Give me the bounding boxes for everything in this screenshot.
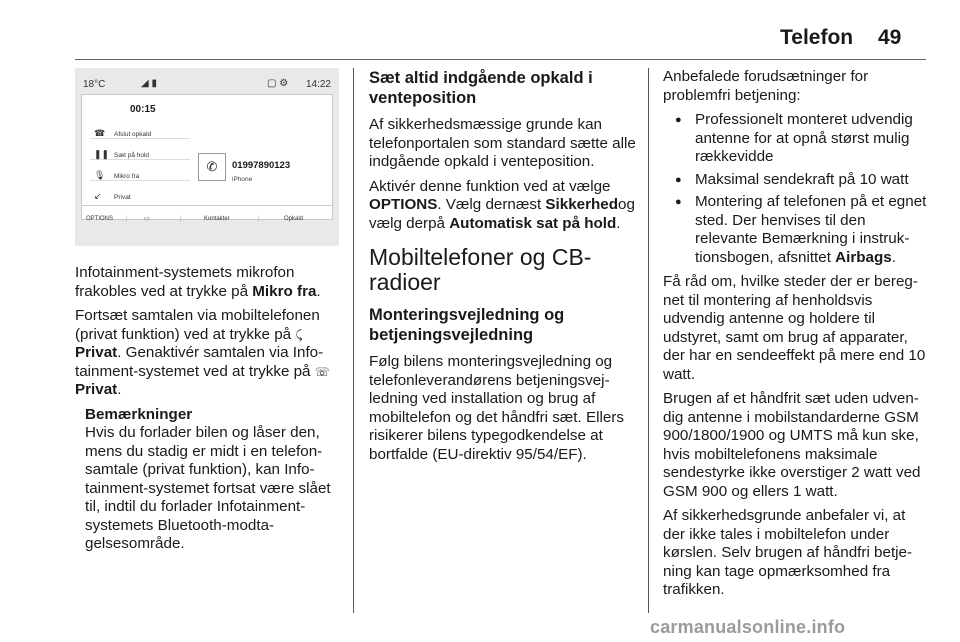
paragraph-private: Fortsæt samtalen via mobiltelefonen (privat funktion) ved at trykke på ⤹ Privat. Genaktivér samtalen via Infotainment-systemet ved at trykke på ☏ Privat. bbox=[75, 307, 330, 398]
heading-installation: Monteringsvejledning og betjeningsvejledning bbox=[369, 306, 565, 344]
list-item: ● Montering af telefonen på et egnet sted. Der henvises til den relevante Bemærkning i instruktionsbogen, afsnittet Airbags. bbox=[675, 193, 930, 267]
options-bar bbox=[82, 205, 332, 220]
list-item: ● Maksimal sendekraft på 10 watt bbox=[675, 171, 930, 190]
call-screen bbox=[81, 94, 333, 220]
note-text: Hvis du forlader bilen og låser den, mens du stadig er midt i en telefonsamtale (privat funktion), kan Infotainment-systemet fortsat være slået til, indtil du forlader Infotainment-systemets Bluetooth-modtagelsesområde. bbox=[85, 424, 331, 552]
paragraph-advice: Få råd om, hvilke steder der er beregnet til montering af henholdsvis udvendig antenne og holdere til udstyret, samt om brug af apparater, der har en sendeeffekt på mere end 10 watt. bbox=[663, 273, 926, 383]
paragraph-installation: Følg bilens monteringsvejledning og telefonleverandørens betjeningsvejledning ved installation og brug af mobiltelefon og det håndfri sæt. Ellers risikerer bilens typegodkendelse at bortfalde (EU-direktiv 95/54/EF). bbox=[369, 353, 624, 463]
heading-mobile-phones: Mobiltelefoner og CB-radioer bbox=[369, 244, 592, 295]
note-title: Bemærkninger bbox=[85, 405, 193, 423]
paragraph-safety: Af sikkerhedsgrunde anbefaler vi, at der ikke tales i mobiltelefon under kørslen. Selv brugen af håndfri betjening kan tage opmærksomhed fra trafikken. bbox=[663, 507, 913, 598]
separator: | bbox=[180, 216, 182, 222]
hangup-icon: ☎ bbox=[94, 128, 106, 138]
caller-phone-icon: ✆ bbox=[198, 153, 226, 181]
infotainment-screenshot bbox=[75, 68, 339, 246]
call-timer: 00:15 bbox=[130, 104, 156, 115]
private-handset-icon: ↙ bbox=[94, 191, 102, 201]
signal-icon: ◢ ▮ bbox=[141, 78, 157, 89]
keypad-icon[interactable]: ▭ bbox=[144, 216, 150, 222]
page-number: 49 bbox=[878, 26, 902, 49]
options-button[interactable]: OPTIONS bbox=[86, 216, 114, 222]
microphone-icon: 🎙 bbox=[94, 170, 106, 180]
caller-device: iPhone bbox=[232, 176, 253, 183]
calls-button[interactable]: Opkald bbox=[284, 216, 304, 222]
paragraph-hold-intro: Af sikkerhedsmæssige grunde kan telefonportalen som standard sætte alle indgående opkald i venteposition. bbox=[369, 116, 636, 170]
paragraph-handsfree: Brugen af et håndfrit sæt uden udvendig antenne i mobilstandarderne GSM 900/1800/1900 og UMTS må kun ske, hvis mobiltelefonens maksimale sendestyrke ikke overstiger 2 watt ved GSM 900 og ellers 1 watt. bbox=[663, 390, 921, 500]
column-2 bbox=[369, 68, 641, 470]
separator: | bbox=[126, 216, 128, 222]
pause-icon: ❚❚ bbox=[94, 149, 110, 159]
settings-icon: ▢ ⚙ bbox=[267, 78, 289, 89]
column-divider-2 bbox=[648, 68, 649, 613]
header-divider bbox=[75, 59, 926, 60]
contacts-button[interactable]: Kontakter bbox=[204, 216, 230, 222]
handset-icon: ☏ bbox=[314, 364, 330, 379]
list-item: ● Professionelt monteret udvendig antenne for at opnå størst mulig rækkevidde bbox=[675, 111, 930, 167]
menu-item-end-call[interactable]: ☎ Afslut opkald bbox=[90, 119, 190, 139]
temperature-readout: 18°C bbox=[83, 79, 106, 90]
column-divider-1 bbox=[353, 68, 354, 613]
paragraph-mute: Infotainment-systemets mikrofon frakobles ved at trykke på Mikro fra. bbox=[75, 264, 321, 300]
clock-readout: 14:22 bbox=[305, 79, 331, 90]
requirements-list bbox=[675, 111, 930, 267]
column-3 bbox=[663, 68, 930, 606]
menu-item-mute[interactable]: 🎙 Mikro fra bbox=[90, 161, 190, 181]
page-header bbox=[0, 26, 960, 56]
watermark: carmanualsonline.info bbox=[650, 617, 846, 637]
menu-item-hold[interactable]: ❚❚ Sæt på hold bbox=[90, 140, 190, 160]
caller-number: 01997890123 bbox=[232, 160, 291, 171]
paragraph-requirements: Anbefalede forudsætninger for problemfri betjening: bbox=[663, 68, 869, 104]
menu-item-private[interactable]: ↙ Privat bbox=[90, 182, 190, 202]
paragraph-hold-activate: Aktivér denne funktion ved at vælge OPTIONS. Vælg dernæst Sikkerhedog vælg derpå Automatisk sat på hold. bbox=[369, 177, 635, 232]
private-handset-icon: ⤹ bbox=[295, 327, 303, 342]
separator: | bbox=[258, 216, 260, 222]
column-1 bbox=[75, 68, 345, 554]
heading-hold-calls: Sæt altid indgående opkald i venteposition bbox=[369, 69, 593, 107]
section-title: Telefon bbox=[780, 26, 854, 49]
note-box bbox=[85, 406, 345, 554]
status-bar bbox=[81, 74, 333, 90]
